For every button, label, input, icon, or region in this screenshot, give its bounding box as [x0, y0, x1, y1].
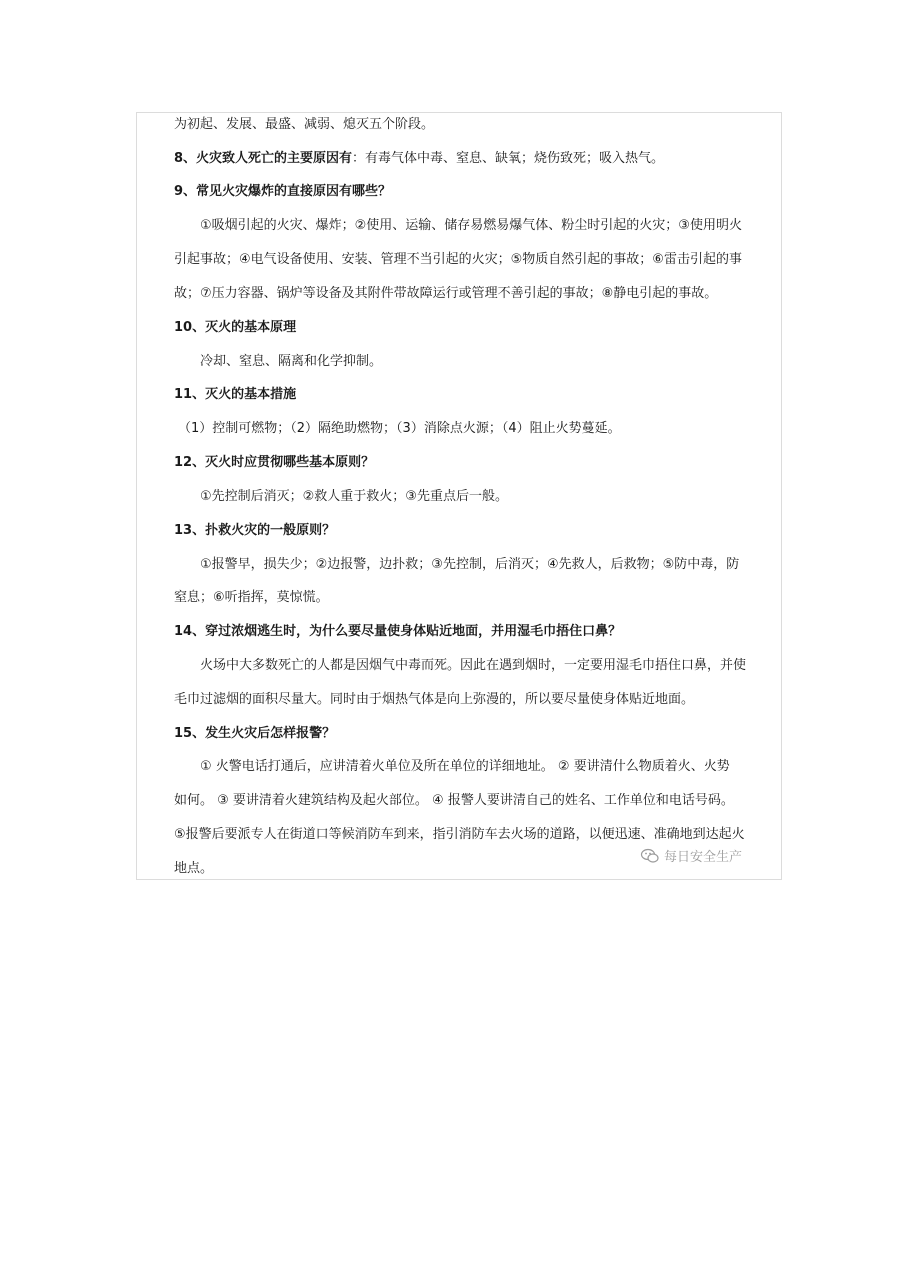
- q13-title: 13、扑救火灾的一般原则？: [174, 523, 336, 538]
- q8-title: 8、火灾致人死亡的主要原因有: [174, 151, 353, 166]
- q9-title: 9、常见火灾爆炸的直接原因有哪些？: [174, 184, 392, 199]
- watermark: [640, 846, 742, 865]
- q9-line-2: 引起事故；④电气设备使用、安装、管理不当引起的火灾；⑤物质自然引起的事故；⑥雷击引起的事: [174, 252, 742, 267]
- q15-title: 15、发生火灾后怎样报警？: [174, 726, 336, 741]
- q10-text: 冷却、窒息、隔离和化学抑制。: [200, 354, 383, 369]
- q12-text: ①先控制后消灭；②救人重于救火；③先重点后一般。: [200, 489, 508, 504]
- q8-line: [174, 150, 754, 168]
- q9-line-1: ①吸烟引起的火灾、爆炸；②使用、运输、储存易燃易爆气体、粉尘时引起的火灾；③使用明火: [200, 218, 742, 233]
- q14-title: 14、穿过浓烟逃生时，为什么要尽量使身体贴近地面，并用湿毛巾捂住口鼻？: [174, 624, 622, 639]
- q13-line-2: 窒息；⑥听指挥，莫惊慌。: [174, 590, 329, 605]
- watermark-text: 每日安全生产: [664, 850, 743, 865]
- q15-line-3: ⑤报警后要派专人在街道口等候消防车到来，指引消防车去火场的道路，以便迅速、准确地到达起火: [174, 827, 745, 842]
- intro-line: 为初起、发展、最盛、减弱、熄灭五个阶段。: [174, 117, 435, 132]
- q15-line-4: 地点。: [174, 861, 214, 876]
- q14-line-1: 火场中大多数死亡的人都是因烟气中毒而死。因此在遇到烟时，一定要用湿毛巾捂住口鼻，并使: [200, 658, 747, 673]
- q10-title: 10、灭火的基本原理: [174, 320, 297, 335]
- q8-text: ：有毒气体中毒、窒息、缺氧；烧伤致死；吸入热气。: [352, 151, 665, 166]
- q15-line-2: 如何。 ③ 要讲清着火建筑结构及起火部位。 ④ 报警人要讲清自己的姓名、工作单位和电话号码。: [174, 793, 734, 808]
- wechat-icon: [640, 848, 660, 864]
- q13-line-1: ①报警早，损失少；②边报警，边扑救；③先控制，后消灭；④先救人，后救物；⑤防中毒，防: [200, 557, 740, 572]
- q12-title: 12、灭火时应贯彻哪些基本原则？: [174, 455, 375, 470]
- q14-line-2: 毛巾过滤烟的面积尽量大。同时由于烟热气体是向上弥漫的，所以要尽量使身体贴近地面。: [174, 692, 695, 707]
- q9-line-3: 故；⑦压力容器、锅炉等设备及其附件带故障运行或管理不善引起的事故；⑧静电引起的事故。: [174, 286, 718, 301]
- q11-title: 11、灭火的基本措施: [174, 387, 297, 402]
- q15-line-1: ① 火警电话打通后，应讲清着火单位及所在单位的详细地址。 ② 要讲清什么物质着火、火势: [200, 759, 730, 774]
- q11-text: （1）控制可燃物；（2）隔绝助燃物；（3）消除点火源；（4）阻止火势蔓延。: [178, 421, 621, 436]
